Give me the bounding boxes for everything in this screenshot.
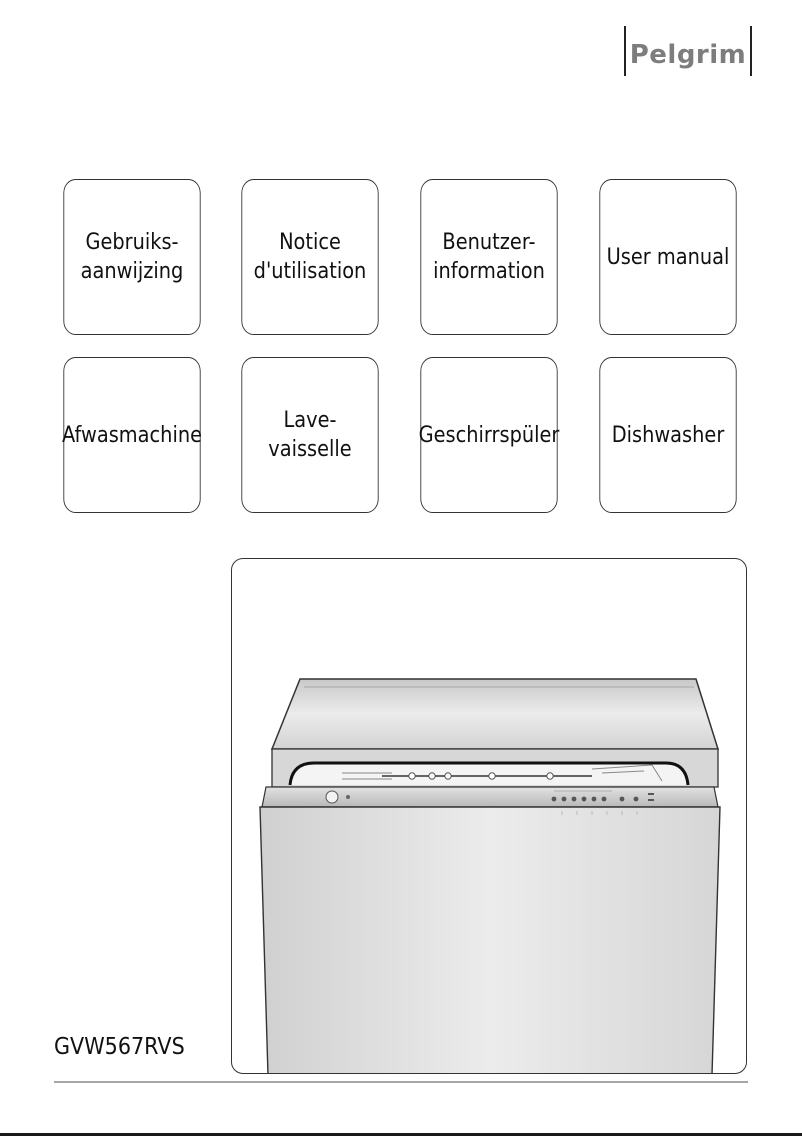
title-box-nl	[63, 179, 200, 335]
subtitle-box-nl	[61, 357, 203, 513]
title-box-label: Gebruiks- aanwijzing	[80, 230, 184, 284]
title-box-label: Benutzer- information	[433, 230, 545, 284]
product-image-frame	[231, 558, 747, 1074]
model-number: GVW567RVS	[54, 1034, 185, 1060]
logo-text: Pelgrim	[629, 40, 747, 70]
title-box-fr	[241, 179, 378, 335]
subtitle-box-fr	[241, 357, 378, 513]
subtitle-box-en	[599, 357, 736, 513]
title-box-label: User manual	[606, 244, 730, 270]
power-button	[326, 791, 338, 803]
worktop	[272, 679, 718, 749]
title-box-en	[599, 179, 736, 335]
subtitle-box-de	[418, 357, 560, 513]
dishwasher-illustration	[232, 559, 747, 1074]
footer-rule	[54, 1081, 748, 1083]
brand-logo	[624, 26, 752, 76]
subtitle-box-label: Afwasmachine	[61, 422, 203, 448]
title-box-de	[420, 179, 557, 335]
title-box-label: Notice d'utilisation	[253, 230, 367, 284]
subtitle-box-label: Geschirrspüler	[418, 422, 560, 448]
subtitle-box-label: Dishwasher	[611, 422, 725, 448]
subtitle-box-label: Lave-vaisselle	[268, 408, 352, 462]
front-door-panel	[260, 807, 720, 1074]
